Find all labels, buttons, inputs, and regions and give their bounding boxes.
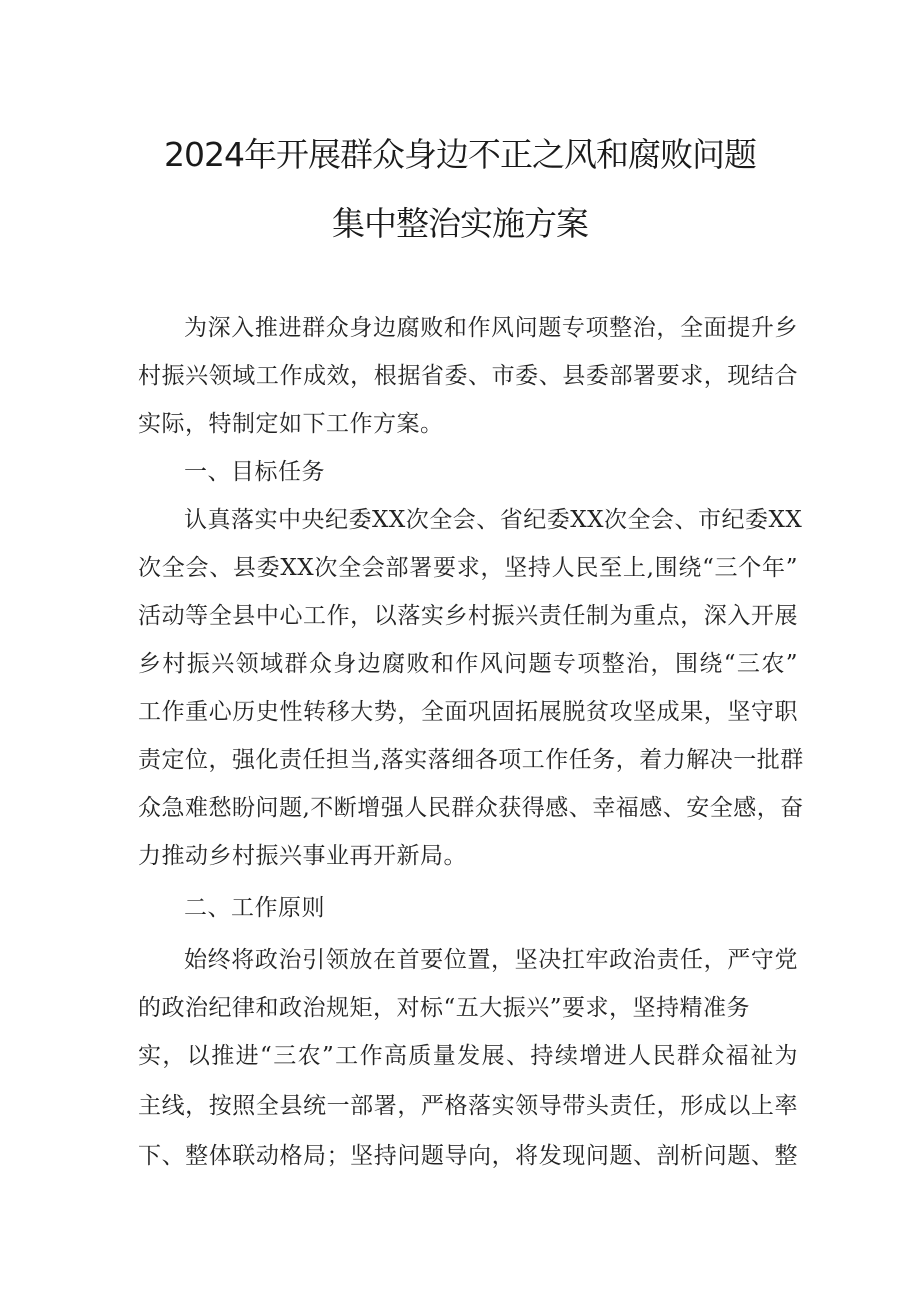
paragraph-1-line-2: 村振兴领域工作成效，根据省委、市委、县委部署要求，现结合	[138, 363, 798, 389]
document-title-line-1: 2024年开展群众身边不正之风和腐败问题	[164, 135, 756, 174]
paragraph-1-line-3: 实际，特制定如下工作方案。	[138, 411, 444, 437]
paragraph-3-line-1: 始终将政治引领放在首要位置，坚决扛牢政治责任，严守党	[184, 947, 798, 973]
paragraph-2-line-5: 工作重心历史性转移大势，全面巩固拓展脱贫攻坚成果，坚守职	[138, 699, 798, 725]
paragraph-2-line-2: 次全会、县委XX次全会部署要求，坚持人民至上,围绕“三个年”	[138, 555, 798, 581]
document-title-line-2: 集中整治实施方案	[332, 204, 588, 243]
paragraph-2-line-4: 乡村振兴领域群众身边腐败和作风问题专项整治，围绕“三农”	[138, 651, 798, 677]
section-2-heading: 二、工作原则	[184, 895, 325, 921]
paragraph-3-line-3: 实，以推进“三农”工作高质量发展、持续增进人民群众福祉为	[138, 1043, 798, 1069]
paragraph-3-line-4: 主线，按照全县统一部署，严格落实领导带头责任，形成以上率	[138, 1093, 798, 1119]
paragraph-2-line-6: 责定位，强化责任担当,落实落细各项工作任务，着力解决一批群	[138, 747, 804, 773]
paragraph-2-line-8: 力推动乡村振兴事业再开新局。	[138, 843, 467, 869]
paragraph-2-line-7: 众急难愁盼问题,不断增强人民群众获得感、幸福感、安全感，奋	[138, 795, 804, 821]
paragraph-3-line-2: 的政治纪律和政治规矩，对标“五大振兴”要求，坚持精准务	[138, 995, 751, 1021]
paragraph-3-line-5: 下、整体联动格局；坚持问题导向，将发现问题、剖析问题、整	[138, 1143, 798, 1169]
paragraph-1-line-1: 为深入推进群众身边腐败和作风问题专项整治，全面提升乡	[184, 315, 798, 341]
section-1-heading: 一、目标任务	[184, 459, 325, 485]
paragraph-2-line-1: 认真落实中央纪委XX次全会、省纪委XX次全会、市纪委XX	[184, 507, 803, 533]
paragraph-2-line-3: 活动等全县中心工作，以落实乡村振兴责任制为重点，深入开展	[138, 603, 798, 629]
